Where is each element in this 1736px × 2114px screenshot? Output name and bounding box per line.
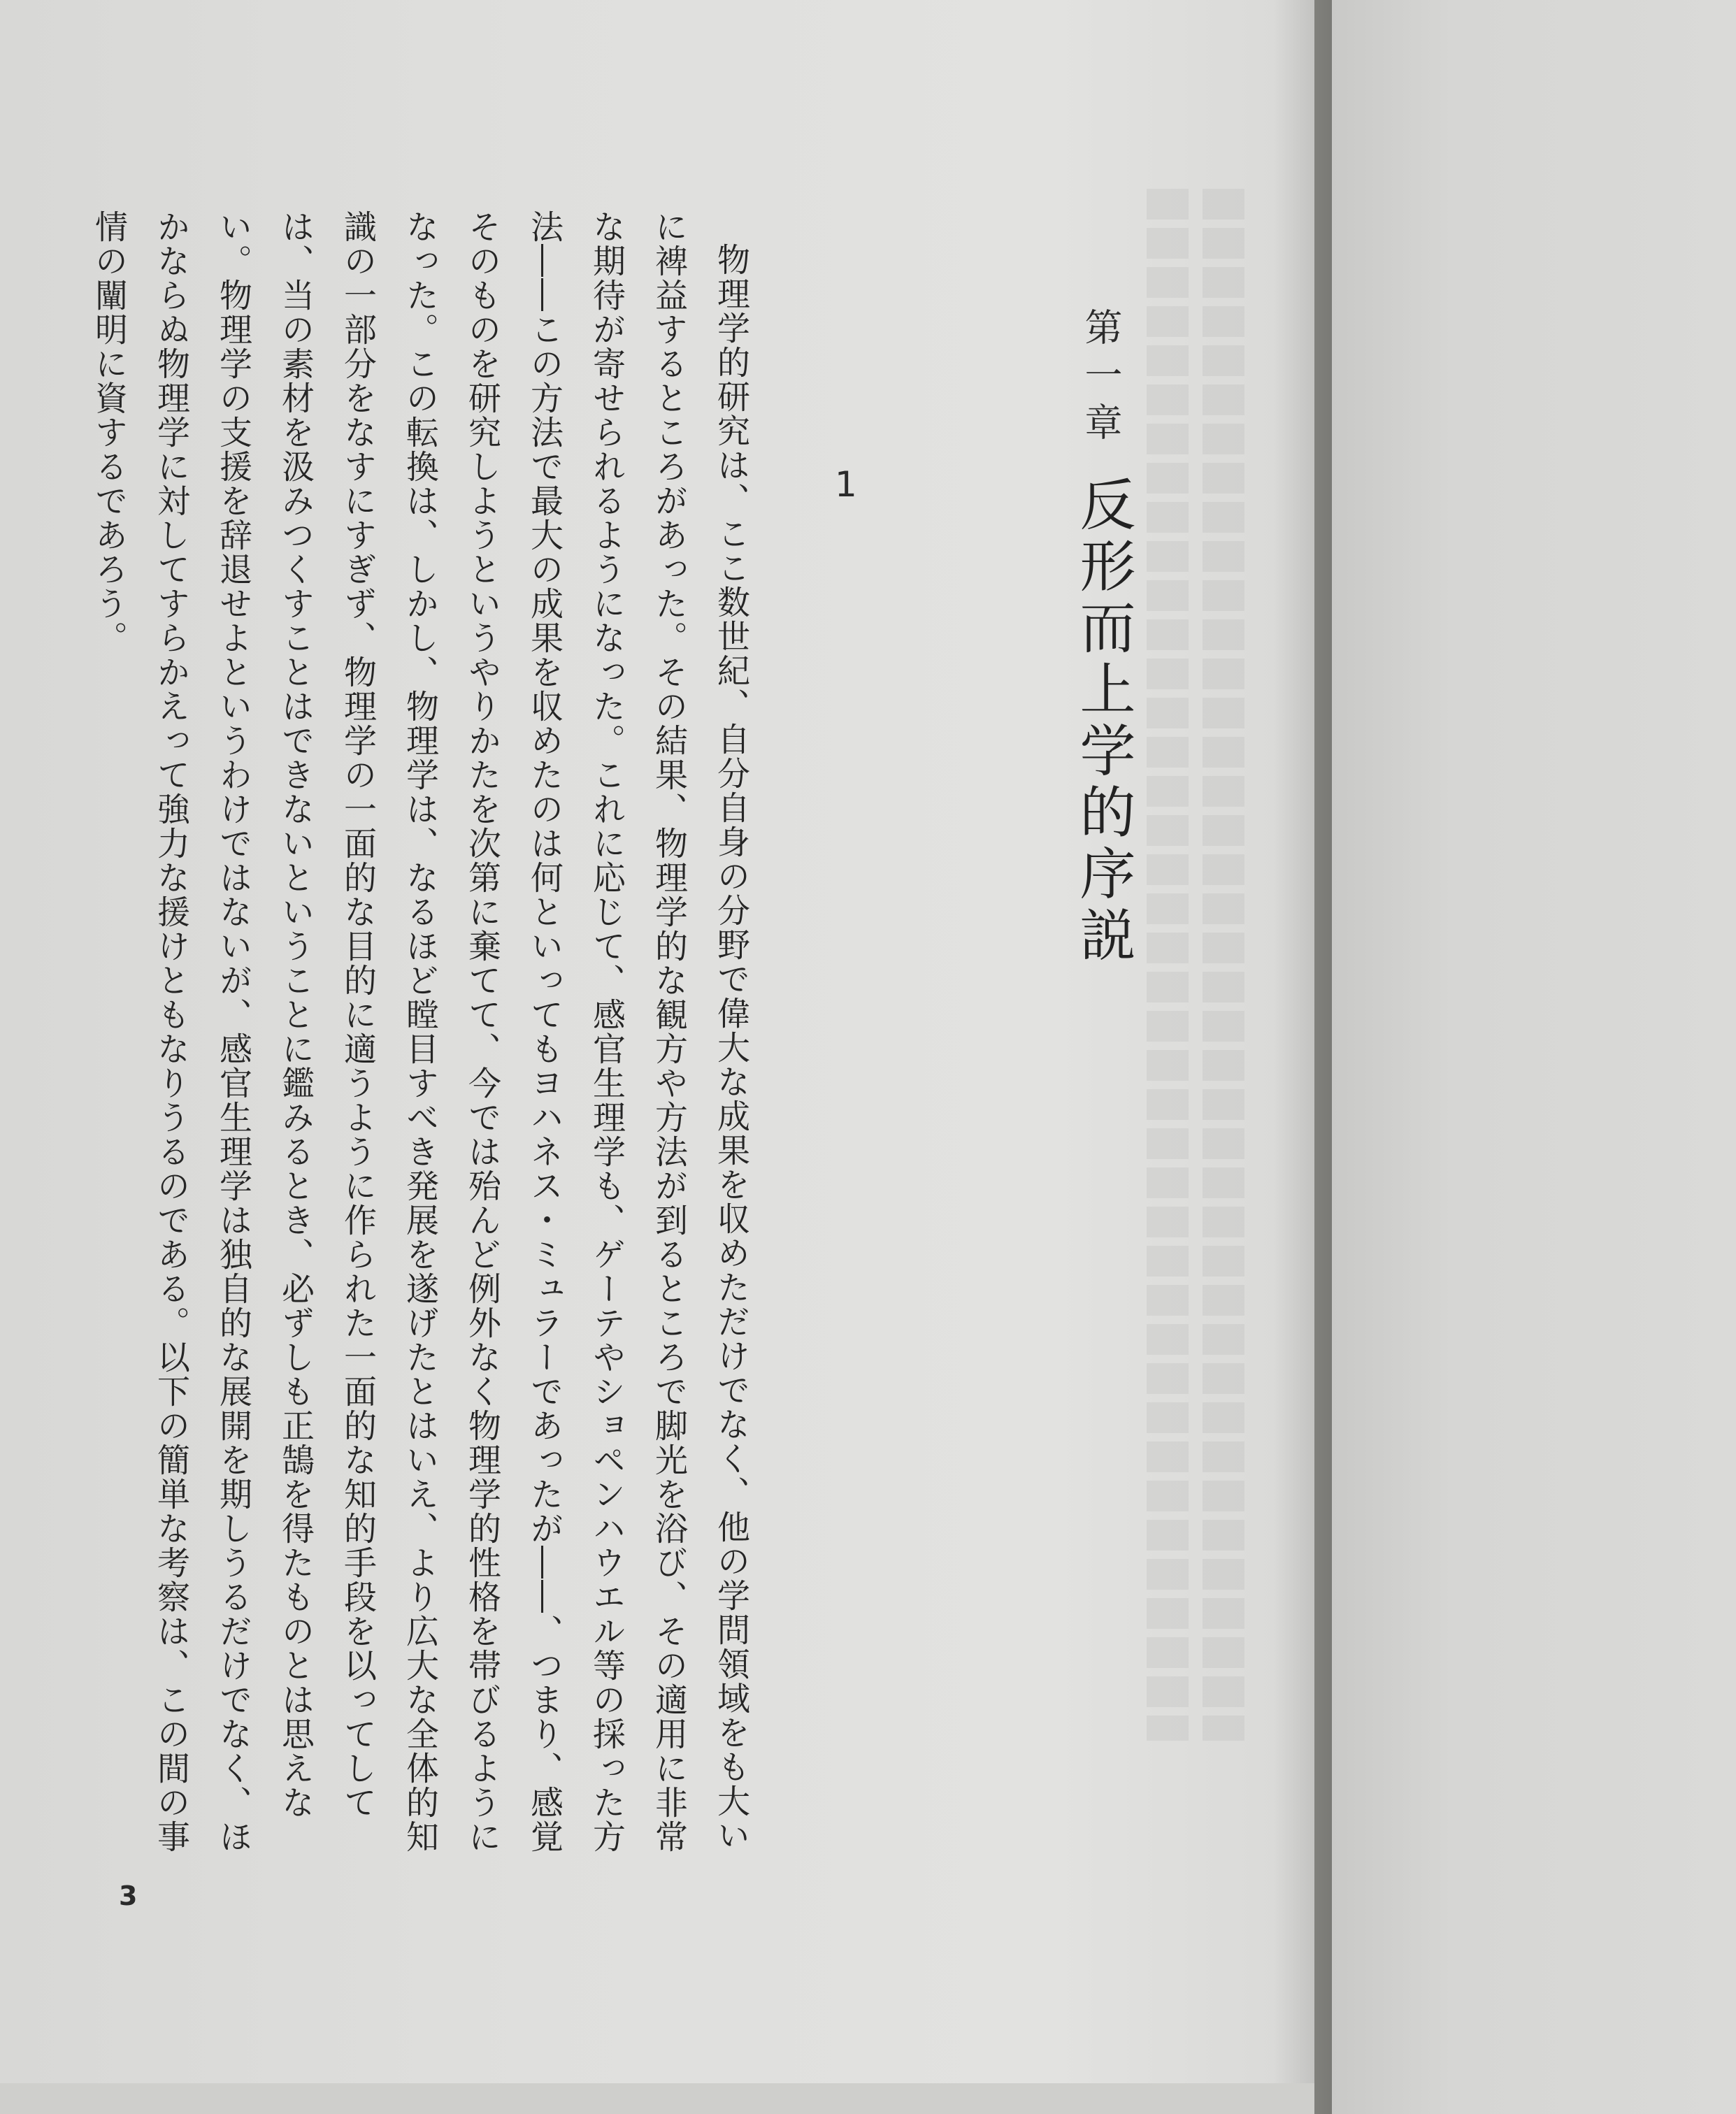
body-paragraph: 物理学的研究は、ここ数世紀、自分自身の分野で偉大な成果を収めただけでなく、他の学問領域をも大いに裨益するところがあった。その結果、物理学的な観方や方法が到るところで脚光を浴び、その適用に非常な期待が寄せられるようになった。これに応じて、感官生理学も、ゲーテやショペンハウエル等の採った方法――この方法で最大の成果を収めたのは何といってもヨハネス・ミュラーであったが――、つまり、感覚そのものを研究しようというやりかたを次第に棄てて、今では殆んど例外なく物理学的性格を帯びるようになった。この転換は、しかし、物理学は、なるほど瞠目すべき発展を遂げたとはいえ、より広大な全体的知識の一部分をなすにすぎず、物理学の一面的な目的に適うように作られた一面的な知的手段を以ってしては、当の素材を汲みつくすことはできないということに鑑みるとき、必ずしも正鵠を得たものとは思えない。物理学の支援を辞退せよというわけではないが、感官生理学は独自的な展開を期しうるだけでなく、ほかならぬ物理学に対してすらかえって強力な援けともなりうるのである。以下の簡単な考察は、この間の事情の闡明に資するであろう。 <box>89 210 750 1854</box>
show-through-shadow <box>1203 189 1244 1741</box>
book-page-right <box>1332 0 1736 2114</box>
section-number: 1 <box>835 464 857 505</box>
show-through-shadow <box>1147 189 1189 1741</box>
chapter-label: 第一章 <box>1079 308 1123 450</box>
page-number: 3 <box>119 1881 138 1911</box>
page-bottom-edge <box>0 2083 1314 2114</box>
body-text <box>89 210 762 1874</box>
chapter-title: 反形而上学的序説 <box>1070 475 1135 968</box>
